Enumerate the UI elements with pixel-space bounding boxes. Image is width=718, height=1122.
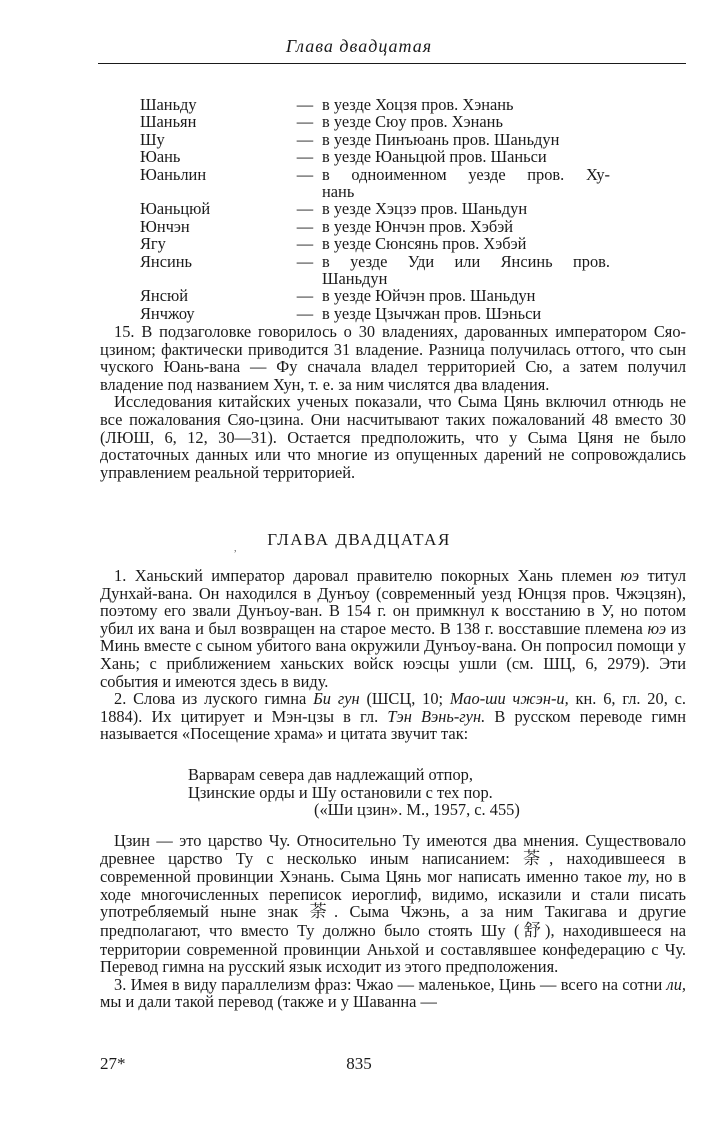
place-desc: в уезде Пинъюань пров. Шаньдун	[322, 129, 560, 149]
place-name: Юаньцюй	[140, 199, 211, 219]
place-dash: —	[296, 129, 314, 149]
place-name: Шаньду	[140, 95, 197, 114]
place-name: Янсинь	[140, 251, 192, 271]
notes-1-2	[100, 567, 686, 743]
place-dash: —	[296, 234, 314, 254]
running-header: Глава двадцатая	[285, 36, 433, 56]
place-dash: —	[296, 199, 314, 219]
place-name: Юнчэн	[140, 216, 190, 236]
chapter-heading: ГЛАВА ДВАДЦАТАЯ	[267, 530, 451, 549]
place-desc: в уезде Сюу пров. Хэнань	[322, 112, 503, 132]
notes-2b-3	[100, 832, 686, 1011]
place-row	[140, 200, 610, 217]
verse-quote	[188, 766, 608, 819]
place-name: Шаньян	[140, 112, 197, 132]
place-dash: —	[296, 147, 314, 167]
note-15-paragraph-1: 15. В подзаголовке говорилось о 30 владениях, дарованных императором Сяо-цзином; фактически приводится 31 владение. Разница получилась оттого, что сын чуского Юань-вана — Фу сначала владел территорией Сю, а затем получил владение под названием Хун, т. е. за ним числятся два владения.	[100, 322, 686, 394]
verse-line: Цзинские орды и Шу остановили с тех пор.	[188, 782, 493, 802]
place-desc: в уезде Цзычжан пров. Шэньси	[322, 303, 542, 323]
place-dash: —	[296, 164, 314, 184]
signature-mark: 27*	[100, 1054, 126, 1073]
places-list	[140, 96, 610, 322]
place-desc: в одноименном уезде пров. Ху-	[322, 164, 610, 184]
stray-mark: ,	[234, 543, 237, 554]
header-rule	[98, 63, 686, 64]
place-desc: в уезде Хэцзэ пров. Шаньдун	[322, 199, 528, 219]
place-row-continuation	[140, 270, 610, 287]
place-row-continuation	[140, 183, 610, 200]
place-desc: в уезде Уди или Янсинь пров.	[322, 251, 610, 271]
place-row	[140, 305, 610, 322]
place-row	[140, 96, 610, 113]
place-row	[140, 113, 610, 130]
place-desc-continuation: нань	[322, 182, 355, 202]
place-desc: в уезде Юйчэн пров. Шаньдун	[322, 286, 536, 306]
place-row	[140, 235, 610, 252]
place-desc: в уезде Юаньцюй пров. Шаньси	[322, 147, 547, 167]
place-row	[140, 287, 610, 304]
place-row	[140, 253, 610, 270]
note-2-continuation: Цзин — это царство Чу. Относительно Ту имеются два мнения. Существовало древнее царство Ту с несколько иным написанием: 荼, находившееся в современной провинции Хэнань. Сыма Цянь мог написать именно такое ту, но в ходе многочисленных переписок иероглиф, видимо, исказили и стали писать употребляемый ныне знак 荼. Сыма Чжэнь, а за ним Такигава и другие предполагают, что вместо Ту должно было стоять Шу (舒), находившееся на территории современной провинции Аньхой и составлявшее конфедерацию с Чу. Перевод гимна на русский язык исходит из этого предположения.	[100, 831, 687, 977]
note-15-paragraph-2: Исследования китайских ученых показали, что Сыма Цянь включил отнюдь не все пожалования Сяо-цзина. Они насчитывают таких пожалований 48 вместо 30 (ЛЮШ, 6, 12, 30—31). Остается предположить, что у Сыма Цяня не было достаточных данных или что многие из опущенных дарений не сопровождались управлением реальной территорией.	[100, 392, 686, 482]
place-name: Янсюй	[140, 286, 188, 306]
note-3: 3. Имея в виду параллелизм фраз: Чжао — маленькое, Цинь — всего на сотни ли, мы и дали такой перевод (также и у Шаванна —	[100, 974, 686, 1012]
page-number: 835	[346, 1054, 372, 1073]
cjk-character: 荼	[523, 848, 550, 869]
place-row	[140, 131, 610, 148]
place-row	[140, 148, 610, 165]
verse-line: Варварам севера дав надлежащий отпор,	[188, 765, 473, 784]
place-row	[140, 166, 610, 183]
cjk-character: 舒	[519, 920, 546, 941]
place-row	[140, 218, 610, 235]
note-1: 1. Ханьский император даровал правителю покорных Хань племен юэ титул Дунхай-вана. Он находился в Дунъоу (современный уезд Юнцзя пров. Чжэцзян), поэтому его звали Дунъоу-ван. В 154 г. он примкнул к восстанию в У, но потом убил их вана и был возвращен на старое место. В 138 г. восставшие племена юэ из Минь вместе с сыном убитого вана окружили Дунъоу-вана. Он попросил помощи у Хань; с приближением ханьских войск юэсцы ушли (см. ШЦ, 6, 2979). Эти события и имеются здесь в виду.	[100, 566, 687, 691]
place-dash: —	[296, 303, 314, 323]
place-dash: —	[296, 95, 314, 114]
note-15	[100, 323, 686, 481]
place-dash: —	[296, 286, 314, 306]
note-2: 2. Слова из луского гимна Би гун (ШСЦ, 10; Мао-ши чжэн-и, кн. 6, гл. 20, с. 1884). Их цитирует и Мэн-цзы в гл. Тэн Вэнь-гун. В русском переводе гимн называется «Посещение храма» и цитата звучит так:	[100, 689, 686, 744]
place-dash: —	[296, 251, 314, 271]
place-name: Ягу	[140, 234, 166, 254]
place-name: Юаньлин	[140, 164, 207, 184]
place-dash: —	[296, 216, 314, 236]
place-dash: —	[296, 112, 314, 132]
verse-citation: («Ши цзин». М., 1957, с. 455)	[314, 800, 520, 820]
place-name: Юань	[140, 147, 181, 167]
place-desc: в уезде Сюнсянь пров. Хэбэй	[322, 234, 527, 254]
place-desc: в уезде Юнчэн пров. Хэбэй	[322, 216, 514, 236]
place-name: Шу	[140, 129, 165, 149]
place-desc-continuation: Шаньдун	[322, 269, 388, 289]
place-name: Янчжоу	[140, 303, 195, 323]
place-desc: в уезде Хоцзя пров. Хэнань	[322, 95, 514, 114]
cjk-character: 荼	[309, 902, 334, 923]
